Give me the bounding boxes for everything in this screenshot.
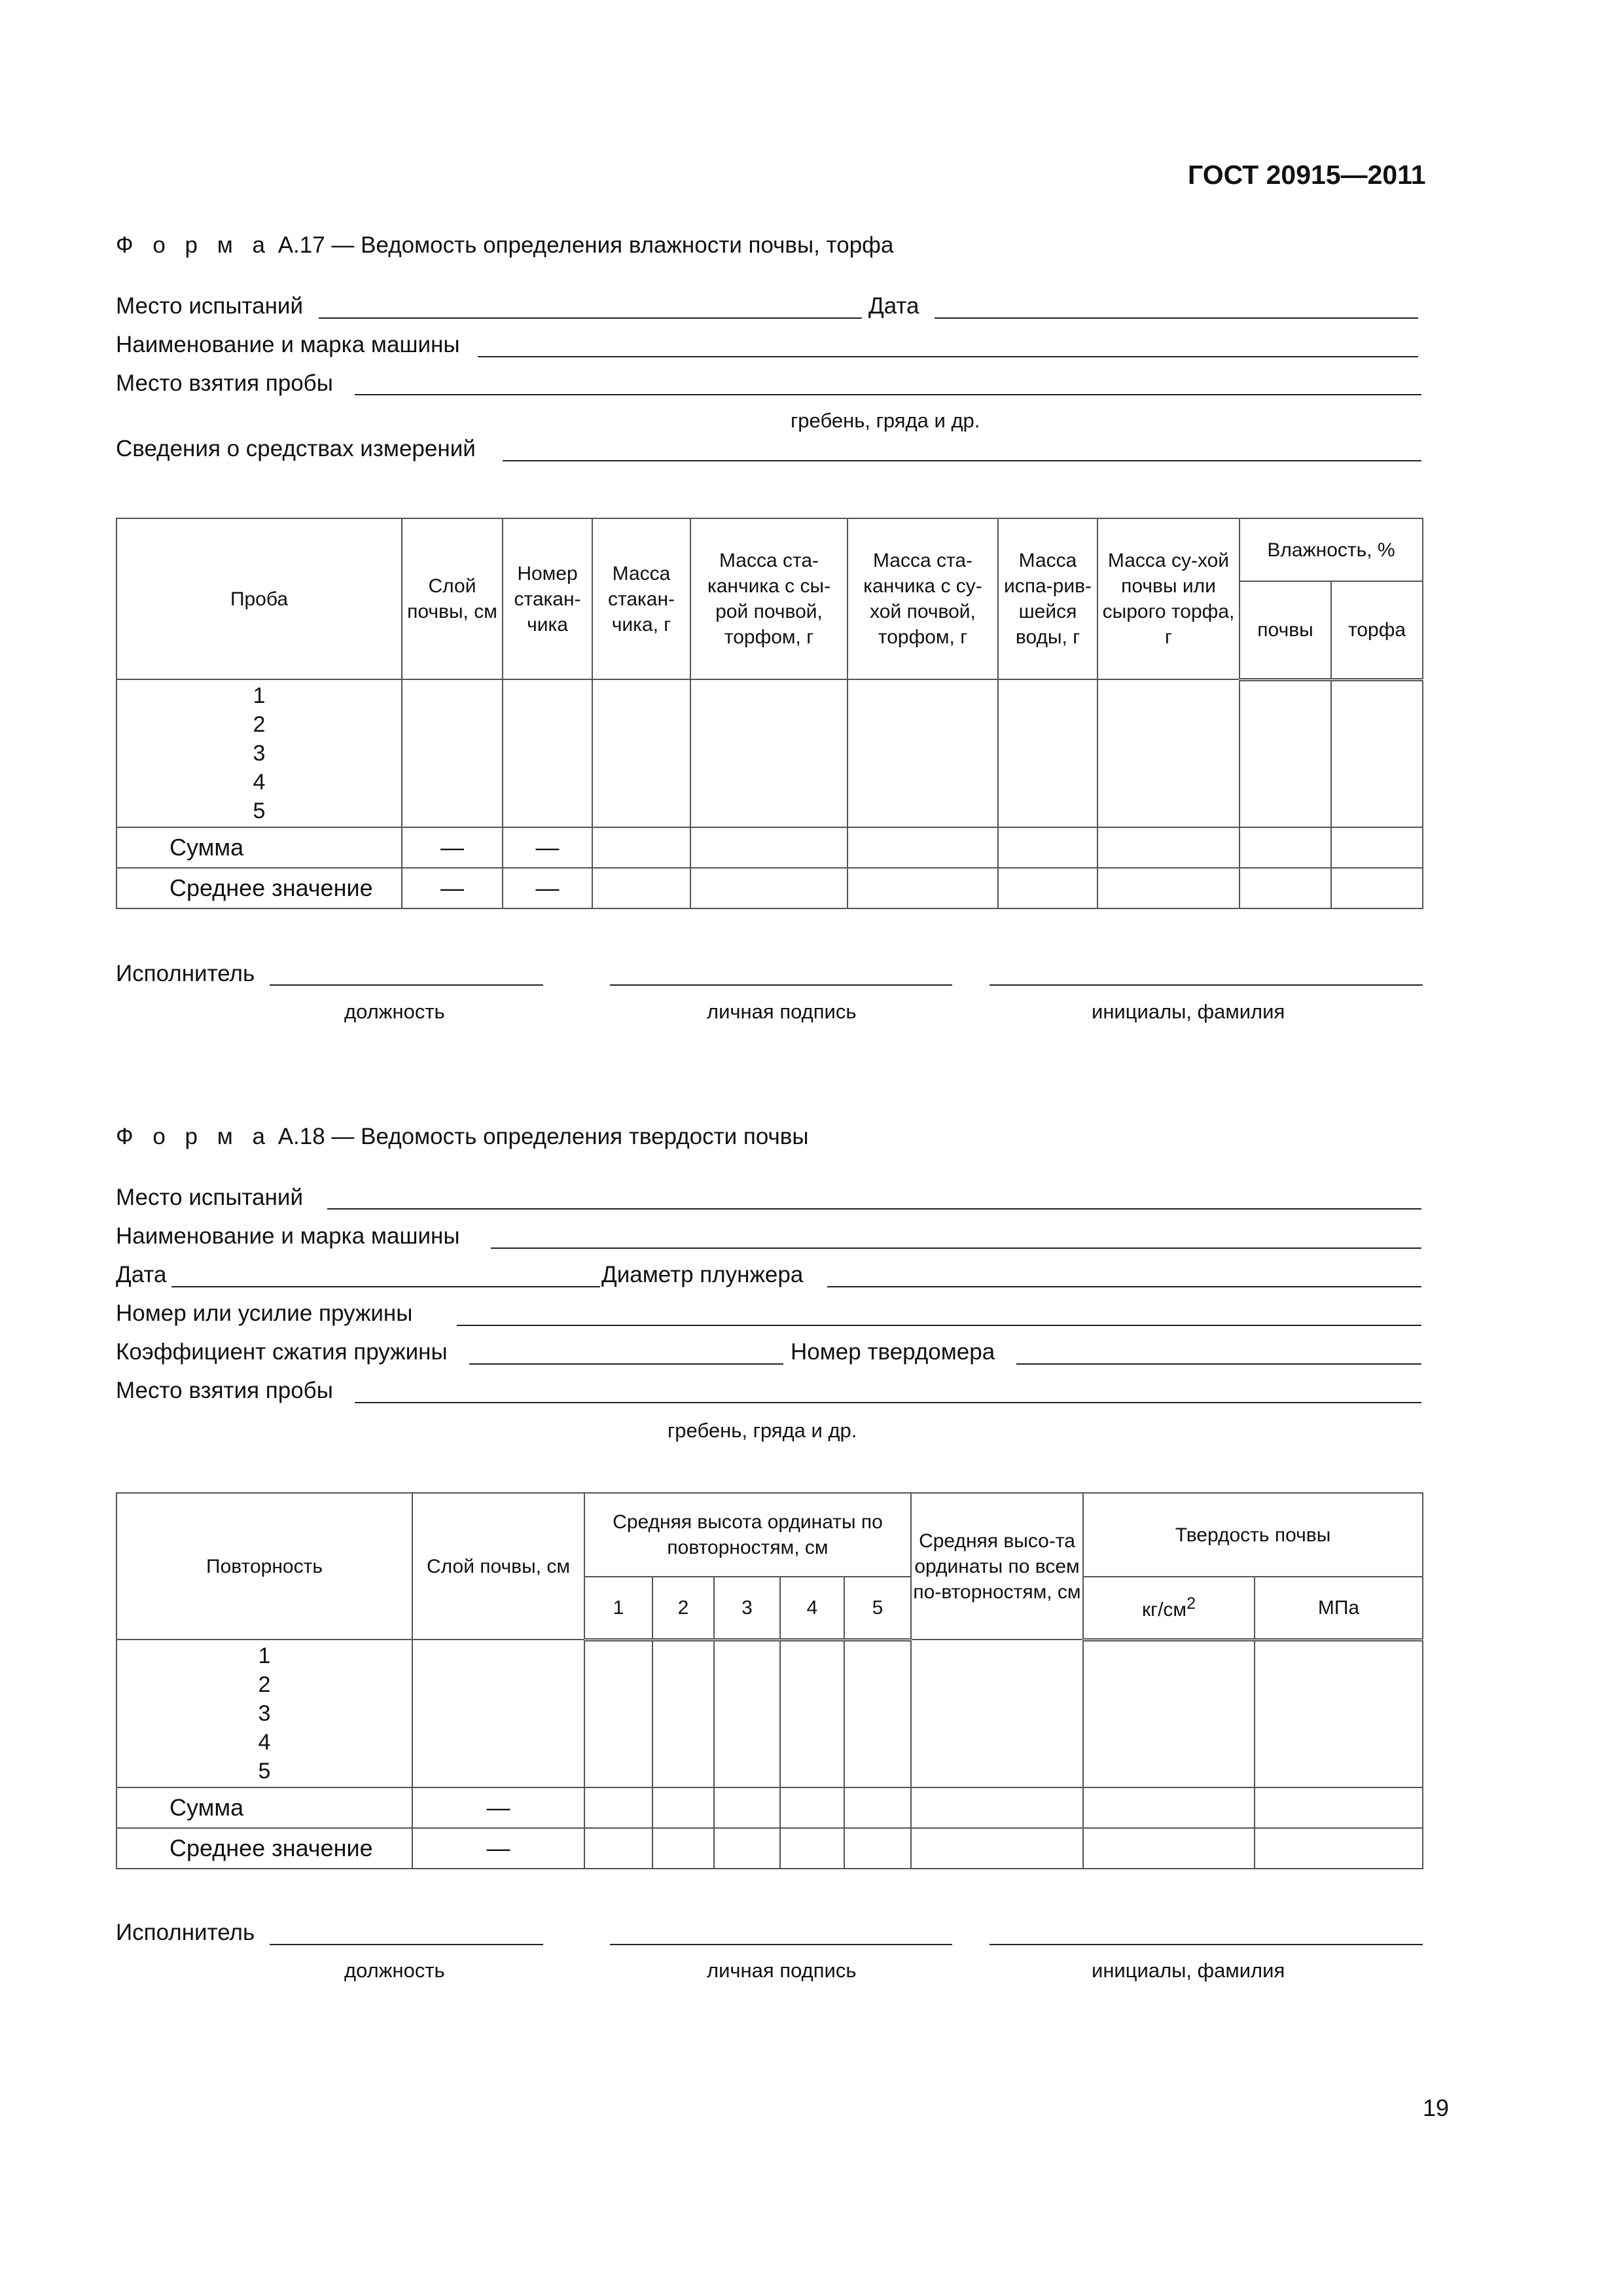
cell[interactable] (690, 827, 847, 868)
page-number: 19 (1422, 2094, 1449, 2121)
form17-table (116, 518, 1423, 909)
form18-place-field[interactable] (327, 1208, 1421, 1210)
mean-row-label: Среднее значение (116, 868, 402, 908)
cell[interactable] (714, 1787, 780, 1828)
header-repeat: Повторность (116, 1493, 412, 1640)
unit-kg-superscript: 2 (1186, 1594, 1196, 1613)
cell[interactable] (402, 679, 503, 827)
unit-kg-text: кг/см (1142, 1598, 1187, 1621)
form17-title-text: А.17 — Ведомость определения влажности почвы, торфа (277, 232, 894, 258)
form18-spring-field[interactable] (457, 1325, 1421, 1326)
form18-signature-caption: личная подпись (707, 1959, 857, 1982)
cell[interactable] (911, 1640, 1083, 1787)
cell[interactable] (1083, 1640, 1255, 1787)
header-layer: Слой почвы, см (402, 518, 503, 679)
cell[interactable] (998, 868, 1097, 908)
cell[interactable] (690, 868, 847, 908)
form17-place-label: Место испытаний (116, 293, 304, 319)
header-moisture-peat: торфа (1331, 581, 1423, 679)
form17-position-caption: должность (344, 1000, 445, 1023)
cell[interactable] (714, 1828, 780, 1869)
form17-title-prefix: Ф о р м а (116, 232, 272, 258)
form17-place-field[interactable] (319, 317, 862, 319)
sample-numbers (116, 679, 402, 827)
form18-sample-place-label: Место взятия пробы (116, 1378, 333, 1403)
form18-signature-field[interactable] (610, 1944, 952, 1945)
form17-sample-place-hint: гребень, гряда и др. (791, 409, 980, 432)
form17-date-label: Дата (868, 293, 919, 319)
form18-table (116, 1492, 1423, 1869)
header-sample: Проба (116, 518, 402, 679)
cell[interactable] (412, 1640, 584, 1787)
header-moisture-soil: почвы (1240, 581, 1331, 679)
row-number: 3 (258, 1700, 271, 1726)
header-layer: Слой почвы, см (412, 1493, 584, 1640)
cell[interactable] (847, 679, 998, 827)
cell[interactable] (503, 679, 592, 827)
cell[interactable] (1331, 827, 1423, 868)
dash: — (412, 1787, 584, 1828)
cell[interactable] (1097, 868, 1240, 908)
cell[interactable] (780, 1640, 844, 1787)
cell[interactable] (652, 1828, 714, 1869)
header-repeat-4: 4 (780, 1577, 844, 1640)
cell[interactable] (1240, 827, 1331, 868)
cell[interactable] (847, 868, 998, 908)
header-unit-mpa: МПа (1255, 1577, 1423, 1640)
form17-position-field[interactable] (270, 984, 543, 986)
dash: — (402, 868, 503, 908)
form18-date-label: Дата (116, 1262, 167, 1287)
cell[interactable] (847, 827, 998, 868)
cell[interactable] (844, 1787, 911, 1828)
header-water-mass: Масса испа-рив-шейся воды, г (998, 518, 1097, 679)
cell[interactable] (780, 1787, 844, 1828)
form18-title-prefix: Ф о р м а (116, 1124, 272, 1149)
form18-position-caption: должность (344, 1959, 445, 1982)
cell[interactable] (1255, 1828, 1423, 1869)
header-dry-soil-mass: Масса су-хой почвы или сырого торфа, г (1097, 518, 1240, 679)
cell[interactable] (592, 827, 690, 868)
cell[interactable] (1255, 1787, 1423, 1828)
cell[interactable] (1240, 679, 1331, 827)
form17-signature-caption: личная подпись (707, 1000, 857, 1023)
form18-name-field[interactable] (990, 1944, 1423, 1945)
header-moisture: Влажность, % (1240, 518, 1423, 581)
form18-machine-field[interactable] (491, 1247, 1421, 1249)
cell[interactable] (690, 679, 847, 827)
form17-title (116, 232, 893, 259)
cell[interactable] (1097, 827, 1240, 868)
form18-plunger-field[interactable] (827, 1286, 1421, 1287)
form18-coef-field[interactable] (469, 1363, 783, 1365)
cell[interactable] (1083, 1787, 1255, 1828)
cell[interactable] (911, 1828, 1083, 1869)
cell[interactable] (911, 1787, 1083, 1828)
header-dry-mass: Масса ста-канчика с су-хой почвой, торфом, г (847, 518, 998, 679)
form17-instruments-label: Сведения о средствах измерений (116, 436, 476, 461)
header-avg-height: Средняя высота ординаты по повторностям, см (584, 1493, 911, 1577)
form18-position-field[interactable] (270, 1944, 543, 1945)
form18-title (116, 1124, 809, 1150)
dash: — (503, 868, 592, 908)
row-number: 1 (253, 683, 266, 708)
header-cup-number: Номер стакан-чика (503, 518, 592, 679)
cell[interactable] (652, 1640, 714, 1787)
form17-sample-place-label: Место взятия пробы (116, 370, 333, 396)
header-repeat-2: 2 (652, 1577, 714, 1640)
sum-row-label: Сумма (116, 1787, 412, 1828)
form18-executor-label: Исполнитель (116, 1920, 255, 1945)
standard-number: ГОСТ 20915—2011 (1188, 160, 1426, 190)
row-number: 1 (258, 1643, 271, 1668)
form17-name-caption: инициалы, фамилия (1092, 1000, 1285, 1023)
header-hardness: Твердость почвы (1083, 1493, 1423, 1577)
row-number: 5 (253, 798, 266, 824)
row-number: 5 (258, 1759, 271, 1784)
cell[interactable] (652, 1787, 714, 1828)
cell[interactable] (592, 868, 690, 908)
dash: — (412, 1828, 584, 1869)
cell[interactable] (1097, 679, 1240, 827)
form18-sample-place-hint: гребень, гряда и др. (668, 1419, 857, 1442)
header-wet-mass: Масса ста-канчика с сы-рой почвой, торфом, г (690, 518, 847, 679)
form18-name-caption: инициалы, фамилия (1092, 1959, 1285, 1982)
header-unit-kg (1083, 1577, 1255, 1640)
form18-title-text: А.18 — Ведомость определения твердости почвы (277, 1124, 809, 1149)
form17-sample-place-field[interactable] (355, 394, 1421, 395)
cell[interactable] (844, 1640, 911, 1787)
row-number: 3 (253, 740, 266, 766)
cell[interactable] (844, 1828, 911, 1869)
row-number: 2 (258, 1672, 271, 1697)
form18-place-label: Место испытаний (116, 1185, 304, 1210)
form18-hardness-meter-field[interactable] (1016, 1363, 1421, 1365)
dash: — (402, 827, 503, 868)
cell[interactable] (1255, 1640, 1423, 1787)
row-number: 4 (253, 770, 266, 795)
form17-machine-field[interactable] (478, 356, 1418, 357)
form18-hardness-meter-label: Номер твердомера (791, 1339, 995, 1365)
cell[interactable] (998, 827, 1097, 868)
form17-name-field[interactable] (990, 984, 1423, 986)
row-number: 2 (253, 711, 266, 737)
cell[interactable] (584, 1640, 652, 1787)
cell[interactable] (1331, 868, 1423, 908)
cell[interactable] (584, 1828, 652, 1869)
dash: — (503, 827, 592, 868)
cell[interactable] (998, 679, 1097, 827)
row-number: 4 (258, 1730, 271, 1755)
form18-sample-place-field[interactable] (355, 1402, 1421, 1403)
form17-instruments-field[interactable] (503, 460, 1421, 461)
form18-machine-label: Наименование и марка машины (116, 1223, 460, 1249)
form17-date-field[interactable] (935, 317, 1418, 319)
form17-machine-label: Наименование и марка машины (116, 332, 460, 357)
cell[interactable] (592, 679, 690, 827)
cell[interactable] (1083, 1828, 1255, 1869)
cell[interactable] (780, 1828, 844, 1869)
header-repeat-5: 5 (844, 1577, 911, 1640)
cell[interactable] (1240, 868, 1331, 908)
repeat-numbers (116, 1640, 412, 1787)
cell[interactable] (584, 1787, 652, 1828)
form18-coef-label: Коэффициент сжатия пружины (116, 1339, 448, 1365)
form18-date-field[interactable] (171, 1286, 600, 1287)
form18-spring-label: Номер или усилие пружины (116, 1300, 413, 1326)
mean-row-label: Среднее значение (116, 1828, 412, 1869)
header-repeat-3: 3 (714, 1577, 780, 1640)
form17-signature-field[interactable] (610, 984, 952, 986)
cell[interactable] (714, 1640, 780, 1787)
header-cup-mass: Масса стакан-чика, г (592, 518, 690, 679)
form17-executor-label: Исполнитель (116, 961, 255, 986)
header-avg-all: Средняя высо-та ординаты по всем по-вторностям, см (911, 1493, 1083, 1640)
form18-plunger-label: Диаметр плунжера (601, 1262, 804, 1287)
cell[interactable] (1331, 679, 1423, 827)
sum-row-label: Сумма (116, 827, 402, 868)
header-repeat-1: 1 (584, 1577, 652, 1640)
